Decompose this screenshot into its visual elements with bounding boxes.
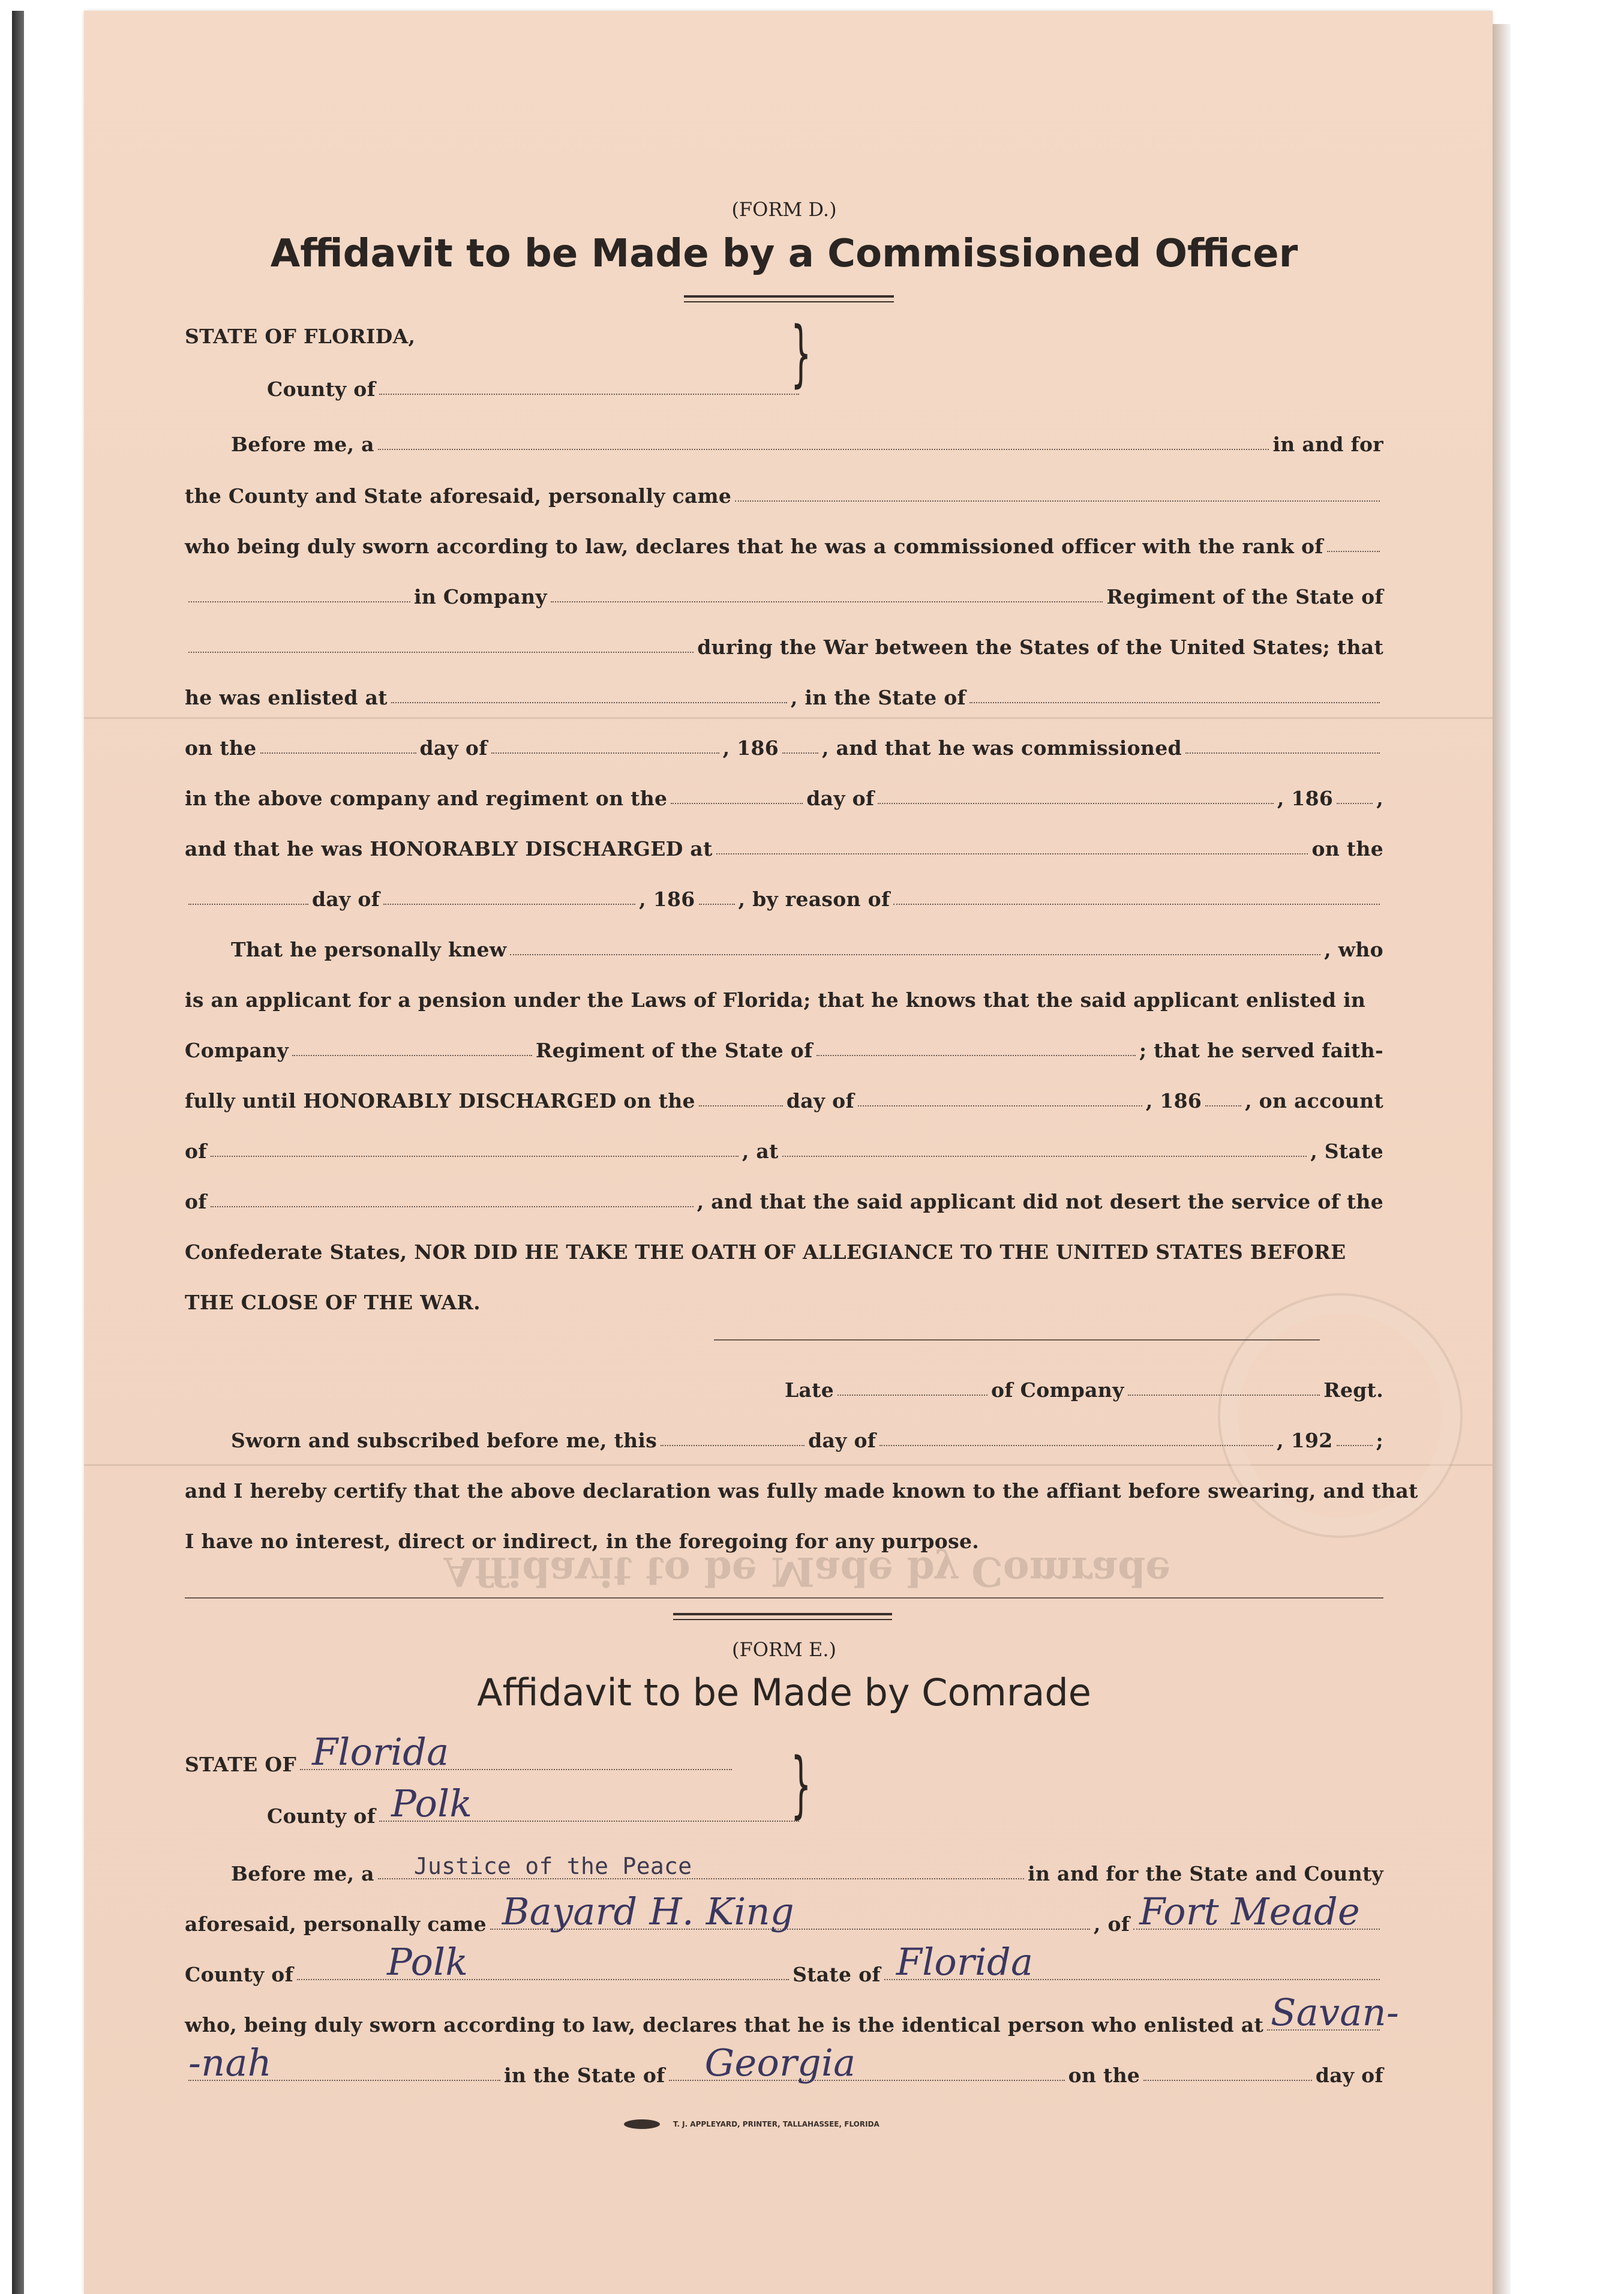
double-rule	[673, 1613, 892, 1615]
form-e-line-3: County of Polk State of Florida	[185, 1950, 1383, 1986]
handwritten-enlist-place-2: -nah	[188, 2041, 272, 2085]
form-d-line-8: in the above company and regiment on the day of , 186 ,	[185, 787, 1383, 810]
handwritten-enlist-place: Savan-	[1271, 1990, 1400, 2034]
form-d-line-4: in Company Regiment of the State of	[185, 572, 1383, 608]
form-d-title: Affidavit to be Made by a Commissioned Officer	[270, 232, 1298, 276]
form-d-line-22: I have no interest, direct or indirect, in the foregoing for any purpose.	[185, 1530, 980, 1553]
form-d-line-9: and that he was HONORABLY DISCHARGED at on the	[185, 837, 1383, 860]
form-d-label: (FORM D.)	[731, 198, 837, 221]
handwritten-enlist-state: Georgia	[704, 2041, 856, 2085]
form-d-line-16: of , and that the said applicant did not desert the service of the	[185, 1190, 1383, 1213]
double-rule	[673, 1619, 892, 1620]
form-e-county-line: County of Polk	[185, 1792, 1383, 1828]
form-e-state-line: STATE OF Florida	[185, 1740, 1383, 1776]
handwritten-state: Florida	[312, 1730, 449, 1774]
form-d-line-17: Confederate States, NOR DID HE TAKE THE OATH OF ALLEGIANCE TO THE UNITED STATES BEFORE	[185, 1240, 1346, 1264]
form-d-line-19: Late of Company Regt.	[785, 1378, 1383, 1402]
form-d-line-12: is an applicant for a pension under the Laws of Florida; that he knows that the said applicant enlisted in	[185, 988, 1366, 1012]
handwritten-state-2: Florida	[896, 1940, 1034, 1984]
typed-officer-title: Justice of the Peace	[413, 1853, 692, 1879]
form-d-line-6: he was enlisted at , in the State of	[185, 673, 1383, 709]
form-e-title: Affidavit to be Made by Comrade	[477, 1671, 1091, 1714]
double-rule	[684, 301, 894, 302]
signature-line	[714, 1339, 1320, 1341]
handwritten-county-2: Polk	[387, 1940, 469, 1984]
scan-edge-right	[1493, 24, 1511, 2294]
form-d-line-18: THE CLOSE OF THE WAR.	[185, 1291, 481, 1314]
form-d-line-20: Sworn and subscribed before me, this day of , 192 ;	[231, 1429, 1383, 1452]
form-d-line-15: of , at , State	[185, 1139, 1383, 1163]
double-rule	[684, 295, 894, 298]
handwritten-comrade-name: Bayard H. King	[502, 1890, 794, 1933]
form-e-line-1: Before me, a Justice of the Peace in and for the State and County	[231, 1853, 1383, 1885]
form-e-line-4: who, being duly sworn according to law, declares that he is the identical person who enlisted at Savan-	[185, 1990, 1400, 2037]
form-d-line-3: who being duly sworn according to law, declares that he was a commissioned officer with the rank of	[185, 522, 1383, 558]
scan-edge	[12, 11, 24, 2294]
form-d-line-1: Before me, a in and for	[231, 433, 1383, 456]
form-d-line-7: on the day of , 186 , and that he was commissioned	[185, 724, 1383, 760]
form-d-line-13: Company Regiment of the State of ; that he served faith-	[185, 1039, 1383, 1062]
form-d-state-line: STATE OF FLORIDA,	[185, 325, 416, 348]
form-d-county-line: County of	[185, 365, 1383, 401]
form-d-line-5: during the War between the States of the United States; that	[185, 623, 1383, 659]
form-d-line-21: and I hereby certify that the above declaration was fully made known to the affiant before swearing, and that	[185, 1479, 1418, 1503]
form-e-line-2: aforesaid, personally came Bayard H. King , of Fort Meade	[185, 1900, 1383, 1936]
brace: }	[791, 312, 812, 395]
bleed-through-text: Affidavit to be Made by Comrade	[444, 1548, 1171, 1595]
form-e-line-5: -nah in the State of Georgia on the day of	[188, 2041, 1383, 2087]
printer-logo-icon	[624, 2119, 660, 2129]
form-d-line-14: fully until HONORABLY DISCHARGED on the day of , 186 , on account	[185, 1089, 1383, 1112]
handwritten-county: Polk	[391, 1782, 473, 1825]
fold-line	[84, 717, 1493, 719]
form-e-label: (FORM E.)	[732, 1638, 836, 1661]
bottom-rule	[185, 1597, 1383, 1599]
form-d-line-11: That he personally knew , who	[231, 938, 1383, 961]
form-d-line-2: the County and State aforesaid, personally came	[185, 472, 1383, 508]
brace: }	[791, 1743, 812, 1827]
form-d-line-10: day of , 186 , by reason of	[185, 875, 1383, 911]
handwritten-town: Fort Meade	[1139, 1890, 1360, 1933]
printer-imprint: T. J. APPLEYARD, PRINTER, TALLAHASSEE, FLORIDA	[624, 2119, 879, 2129]
